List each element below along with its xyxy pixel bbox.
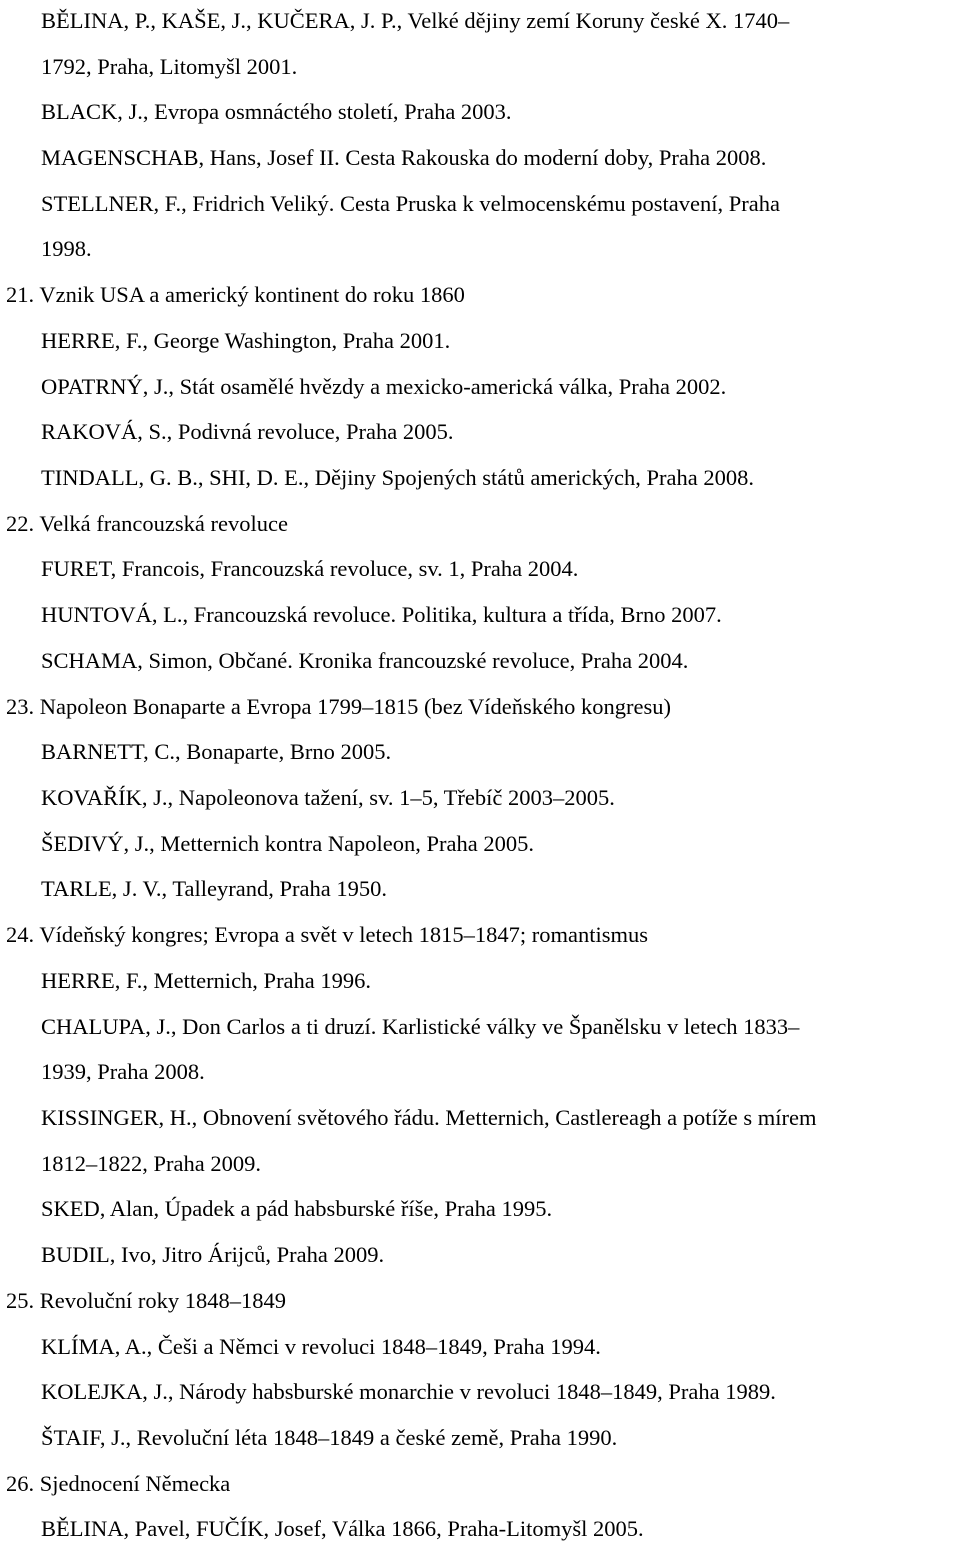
bibliography-entry-continuation: 1792, Praha, Litomyšl 2001. <box>41 54 298 79</box>
bibliography-entry: FURET, Francois, Francouzská revoluce, sv. 1, Praha 2004. <box>41 556 579 581</box>
bibliography-entry: KISSINGER, H., Obnovení světového řádu. Metternich, Castlereagh a potíže s mírem <box>41 1105 817 1130</box>
bibliography-entry: HERRE, F., George Washington, Praha 2001. <box>41 328 451 353</box>
bibliography-entry: BUDIL, Ivo, Jitro Árijců, Praha 2009. <box>41 1242 385 1267</box>
bibliography-entry: KOLEJKA, J., Národy habsburské monarchie v revoluci 1848–1849, Praha 1989. <box>41 1379 776 1404</box>
bibliography-entry: HERRE, F., Metternich, Praha 1996. <box>41 968 372 993</box>
bibliography-entry: BĚLINA, P., KAŠE, J., KUČERA, J. P., Velké dějiny zemí Koruny české X. 1740– <box>41 8 790 33</box>
bibliography-entry: CHALUPA, J., Don Carlos a ti druzí. Karlistické války ve Španělsku v letech 1833– <box>41 1014 800 1039</box>
bibliography-entry: HUNTOVÁ, L., Francouzská revoluce. Politika, kultura a třída, Brno 2007. <box>41 602 722 627</box>
bibliography-entry: BLACK, J., Evropa osmnáctého století, Praha 2003. <box>41 99 512 124</box>
bibliography-entry: STELLNER, F., Fridrich Veliký. Cesta Pruska k velmocenskému postavení, Praha <box>41 191 780 216</box>
bibliography-entry-continuation: 1812–1822, Praha 2009. <box>41 1151 261 1176</box>
section-heading: 22. Velká francouzská revoluce <box>6 511 288 536</box>
bibliography-entry: TINDALL, G. B., SHI, D. E., Dějiny Spojených států amerických, Praha 2008. <box>41 465 754 490</box>
section-heading: 25. Revoluční roky 1848–1849 <box>6 1288 286 1313</box>
bibliography-entry: KLÍMA, A., Češi a Němci v revoluci 1848–1849, Praha 1994. <box>41 1334 601 1359</box>
bibliography-entry: OPATRNÝ, J., Stát osamělé hvězdy a mexicko-americká válka, Praha 2002. <box>41 374 727 399</box>
section-heading: 24. Vídeňský kongres; Evropa a svět v letech 1815–1847; romantismus <box>6 922 648 947</box>
section-heading: 26. Sjednocení Německa <box>6 1471 231 1496</box>
bibliography-entry: ŠEDIVÝ, J., Metternich kontra Napoleon, Praha 2005. <box>41 831 535 856</box>
bibliography-entry-continuation: 1998. <box>41 236 92 261</box>
bibliography-entry: MAGENSCHAB, Hans, Josef II. Cesta Rakouska do moderní doby, Praha 2008. <box>41 145 767 170</box>
bibliography-entry: SKED, Alan, Úpadek a pád habsburské říše, Praha 1995. <box>41 1196 553 1221</box>
section-heading: 21. Vznik USA a americký kontinent do roku 1860 <box>6 282 465 307</box>
bibliography-entry-continuation: 1939, Praha 2008. <box>41 1059 205 1084</box>
section-heading: 23. Napoleon Bonaparte a Evropa 1799–1815 (bez Vídeňského kongresu) <box>6 694 672 719</box>
bibliography-entry: BARNETT, C., Bonaparte, Brno 2005. <box>41 739 392 764</box>
bibliography-entry: RAKOVÁ, S., Podivná revoluce, Praha 2005. <box>41 419 454 444</box>
bibliography-entry: KOVAŘÍK, J., Napoleonova tažení, sv. 1–5, Třebíč 2003–2005. <box>41 785 615 810</box>
bibliography-entry: SCHAMA, Simon, Občané. Kronika francouzské revoluce, Praha 2004. <box>41 648 689 673</box>
bibliography-entry: ŠTAIF, J., Revoluční léta 1848–1849 a české země, Praha 1990. <box>41 1425 618 1450</box>
bibliography-entry: TARLE, J. V., Talleyrand, Praha 1950. <box>41 876 387 901</box>
bibliography-entry: BĚLINA, Pavel, FUČÍK, Josef, Válka 1866, Praha-Litomyšl 2005. <box>41 1516 644 1541</box>
